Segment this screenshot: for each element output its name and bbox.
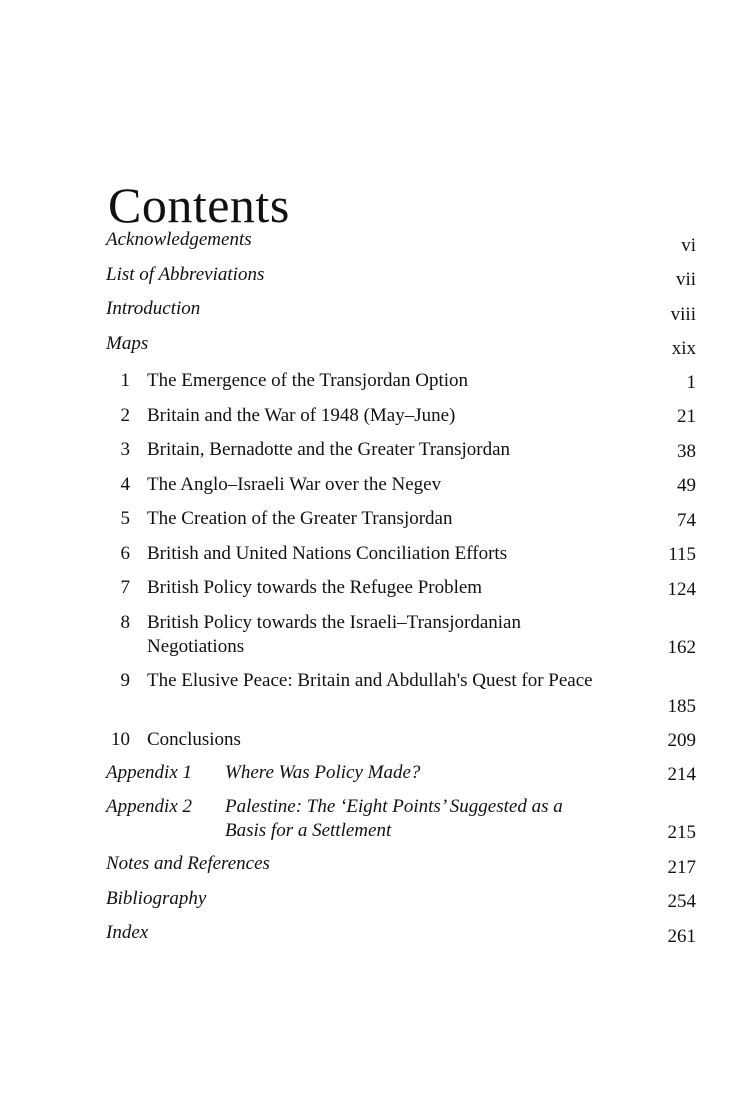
- toc-entry-chapter-4[interactable]: [106, 468, 696, 503]
- chapter-title: Britain, Bernadotte and the Greater Transjordan: [147, 439, 511, 460]
- entry-page-number: xix: [671, 338, 696, 359]
- chapter-title: British Policy towards the Israeli–Transjordanian Negotiations: [147, 611, 521, 657]
- chapter-number: 1: [120, 370, 130, 391]
- table-of-contents: [106, 226, 696, 953]
- entry-title: Index: [106, 922, 149, 943]
- toc-entry-list-of-abbreviations[interactable]: [106, 261, 696, 296]
- entry-page-number: vi: [681, 234, 696, 256]
- entry-title: Bibliography: [106, 887, 207, 909]
- entry-page-number: vii: [675, 269, 696, 290]
- toc-entry-chapter-3[interactable]: [106, 433, 696, 468]
- toc-entry-introduction[interactable]: [106, 295, 696, 330]
- chapter-number: 4: [120, 473, 130, 495]
- chapter-title: The Creation of the Greater Transjordan: [147, 508, 453, 529]
- entry-page-number: 185: [667, 695, 696, 717]
- toc-entry-acknowledgements[interactable]: [106, 226, 696, 261]
- entry-title: Maps: [106, 332, 149, 354]
- chapter-number: 5: [120, 508, 130, 529]
- appendix-title: Palestine: The ‘Eight Points’ Suggested as a Basis for a Settlement: [225, 796, 563, 841]
- entry-title: List of Abbreviations: [106, 263, 265, 285]
- toc-entry-maps[interactable]: [106, 330, 696, 365]
- chapter-number: 9: [120, 670, 130, 691]
- toc-entry-chapter-5[interactable]: [106, 502, 696, 537]
- toc-entry-chapter-8[interactable]: [106, 606, 696, 665]
- entry-title: Acknowledgements: [106, 229, 252, 250]
- toc-entry-appendix-2[interactable]: [106, 791, 696, 849]
- chapter-number: 3: [120, 439, 130, 460]
- chapter-title: The Anglo–Israeli War over the Negev: [147, 473, 442, 495]
- entry-page-number: 209: [667, 730, 696, 751]
- entry-page-number: 261: [667, 925, 696, 947]
- chapter-title: Britain and the War of 1948 (May–June): [147, 404, 456, 426]
- entry-page-number: 38: [677, 440, 696, 462]
- chapter-title: Conclusions: [147, 728, 241, 750]
- entry-page-number: viii: [670, 303, 696, 325]
- toc-entry-chapter-7[interactable]: [106, 571, 696, 606]
- toc-entry-notes-and-references[interactable]: [106, 849, 696, 884]
- toc-entry-chapter-9[interactable]: [106, 664, 696, 723]
- appendix-label: Appendix 1: [106, 762, 193, 783]
- chapter-number: 10: [111, 728, 130, 750]
- entry-page-number: 74: [677, 509, 696, 531]
- entry-page-number: 1: [686, 371, 696, 393]
- entry-title: Introduction: [106, 298, 201, 319]
- toc-entry-chapter-1[interactable]: [106, 364, 696, 399]
- toc-entry-chapter-10[interactable]: [106, 723, 696, 758]
- toc-entry-appendix-1[interactable]: [106, 757, 696, 791]
- page-title: Contents: [108, 176, 290, 233]
- entry-page-number: 217: [667, 856, 696, 878]
- toc-entry-chapter-6[interactable]: [106, 537, 696, 572]
- entry-page-number: 162: [667, 637, 696, 658]
- chapter-number: 6: [120, 542, 130, 564]
- entry-page-number: 49: [677, 475, 696, 496]
- toc-entry-bibliography[interactable]: [106, 884, 696, 919]
- chapter-number: 7: [120, 577, 130, 598]
- entry-page-number: 124: [667, 578, 696, 600]
- entry-page-number: 254: [667, 891, 696, 912]
- entry-page-number: 214: [667, 764, 696, 785]
- chapter-title: British and United Nations Conciliation Efforts: [147, 542, 508, 564]
- chapter-number: 8: [120, 611, 130, 633]
- appendix-label: Appendix 2: [106, 796, 193, 817]
- entry-page-number: 21: [677, 406, 696, 427]
- entry-page-number: 115: [668, 544, 696, 565]
- chapter-title: The Elusive Peace: Britain and Abdullah's Quest for Peace: [147, 670, 593, 691]
- chapter-title: British Policy towards the Refugee Problem: [147, 577, 483, 598]
- entry-title: Notes and References: [106, 853, 270, 874]
- entry-page-number: 215: [667, 822, 696, 843]
- toc-entry-chapter-2[interactable]: [106, 399, 696, 434]
- toc-entry-index[interactable]: [106, 918, 696, 953]
- chapter-title: The Emergence of the Transjordan Option: [147, 370, 468, 391]
- chapter-number: 2: [120, 404, 130, 426]
- appendix-title: Where Was Policy Made?: [225, 762, 421, 783]
